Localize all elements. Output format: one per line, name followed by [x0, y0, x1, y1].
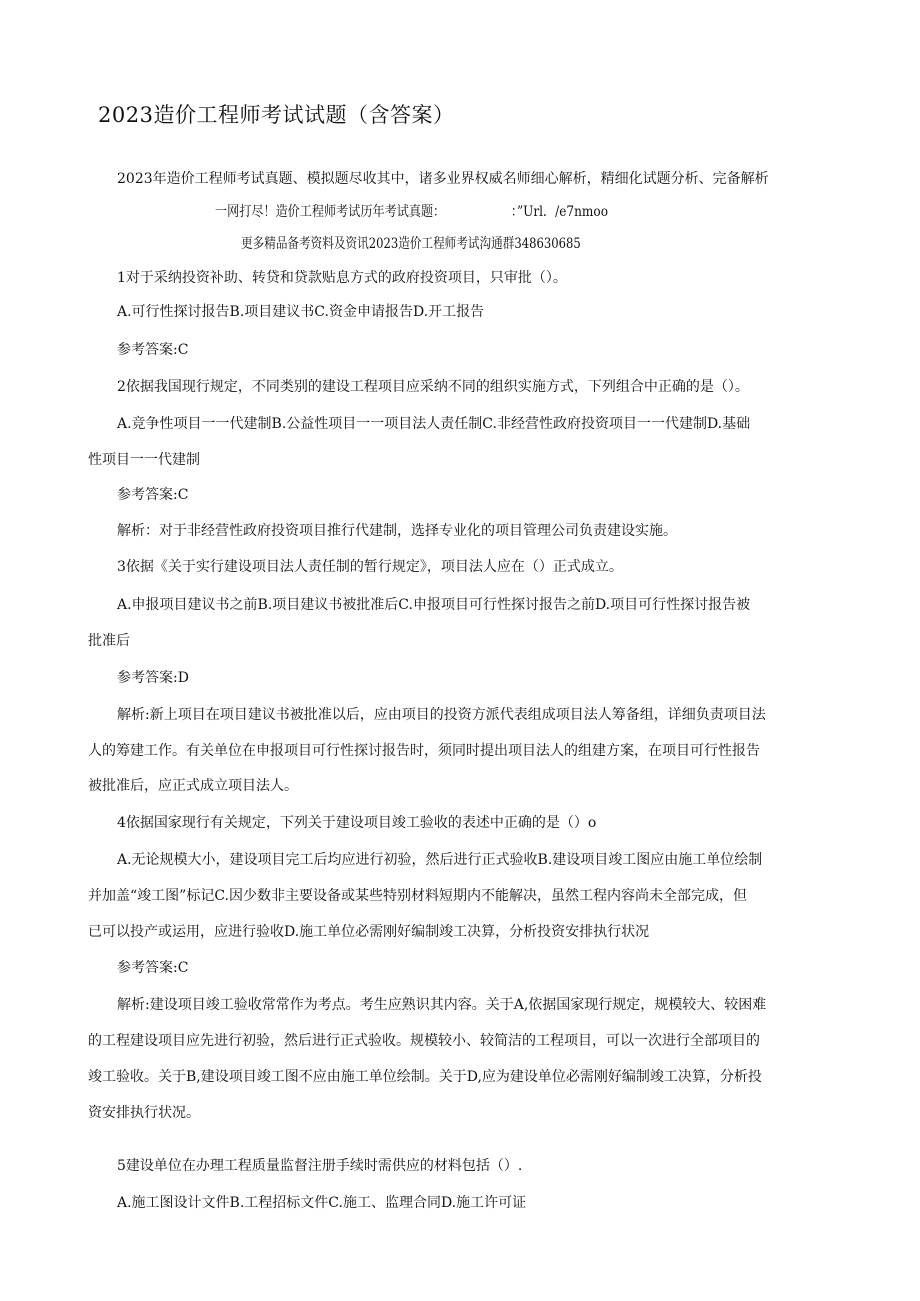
question-4: 4依据国家现行有关规定，下列关于建设项目竣工验收的表述中正确的是（）o: [117, 815, 597, 831]
explanation-4-cont-1: 的工程建设项目应先进行初验，然后进行正式验收。规模较小、较简洁的工程项目，可以一次进行全部项目的: [88, 1033, 760, 1049]
options-4-cont-1: 并加盖“竣工图”标记C.因少数非主要设备或某些特别材料短期内不能解决，虽然工程内容尚未全部完成，但: [88, 888, 747, 904]
question-2: 2依据我国现行规定，不同类别的建设工程项目应采纳不同的组织实施方式，下列组合中正确的是（）。: [117, 379, 749, 395]
options-3: A.申报项目建议书之前B.项目建议书被批准后C.申报项目可行性探讨报告之前D.项目可行性探讨报告被: [117, 597, 751, 613]
answer-1: 参考答案:C: [117, 342, 189, 358]
question-3: 3依据《关于实行建设项目法人责任制的暂行规定》，项目法人应在（）正式成立。: [117, 559, 623, 575]
explanation-3-cont-1: 人的筹建工作。有关单位在申报项目可行性探讨报告时，须同时提出项目法人的组建方案，在项目可行性报告: [88, 743, 760, 759]
options-2: A.竞争性项目一一代建制B.公益性项目一一项目法人责任制C.非经营性政府投资项目一一代建制D.基础: [117, 416, 751, 432]
answer-3: 参考答案:D: [117, 670, 189, 686]
intro-text: 一网打尽！造价工程师考试历年考试真题：: [215, 204, 446, 220]
explanation-3-cont-2: 被批准后，应正式成立项目法人。: [88, 778, 298, 794]
intro-line-1: 2023年造价工程师考试真题、模拟题尽收其中，诸多业界权威名师细心解析，精细化试题分析、完备解析: [117, 171, 769, 187]
explanation-4: 解析:建设项目竣工验收常常作为考点。考生应熟识其内容。关于A,依据国家现行规定，规模较大、较困难: [117, 997, 767, 1013]
options-2-cont: 性项目一一代建制: [88, 452, 200, 468]
intro-link: ：”Url．/e7nmoo: [510, 204, 609, 220]
options-3-cont: 批准后: [88, 633, 130, 649]
answer-4: 参考答案:C: [117, 960, 189, 976]
explanation-3: 解析:新上项目在项目建议书被批准以后，应由项目的投资方派代表组成项目法人筹备组，详细负责项目法: [117, 707, 766, 723]
options-4: A.无论规模大小，建设项目完工后均应进行初验，然后进行正式验收B.建设项目竣工图应由施工单位绘制: [117, 852, 763, 868]
options-1: A.可行性探讨报告B.项目建议书C.资金申请报告D.开工报告: [117, 304, 485, 320]
question-1: 1对于采纳投资补助、转贷和贷款贴息方式的政府投资项目，只审批（）。: [117, 270, 567, 286]
explanation-2: 解析：对于非经营性政府投资项目推行代建制，选择专业化的项目管理公司负责建设实施。: [117, 523, 677, 539]
answer-2: 参考答案:C: [117, 487, 189, 503]
intro-line-3: 更多精品备考资料及资讯2023造价工程师考试沟通群348630685: [241, 236, 581, 252]
explanation-4-cont-2: 竣工验收。关于B,建设项目竣工图不应由施工单位绘制。关于D,应为建设单位必需刚好编制竣工决算，分析投: [88, 1069, 762, 1085]
options-4-cont-2: 已可以投产或运用，应进行验收D.施工单位必需刚好编制竣工决算，分析投资安排执行状况: [88, 924, 650, 940]
question-5: 5建设单位在办理工程质量监督注册手续时需供应的材料包括（）.: [117, 1158, 523, 1174]
explanation-4-cont-3: 资安排执行状况。: [88, 1105, 200, 1121]
intro-line-2: [215, 201, 838, 221]
options-5: A.施工图设计文件B.工程招标文件C.施工、监理合同D.施工许可证: [117, 1195, 527, 1211]
document-title: 2023造价工程师考试试题（含答案）: [98, 103, 455, 127]
